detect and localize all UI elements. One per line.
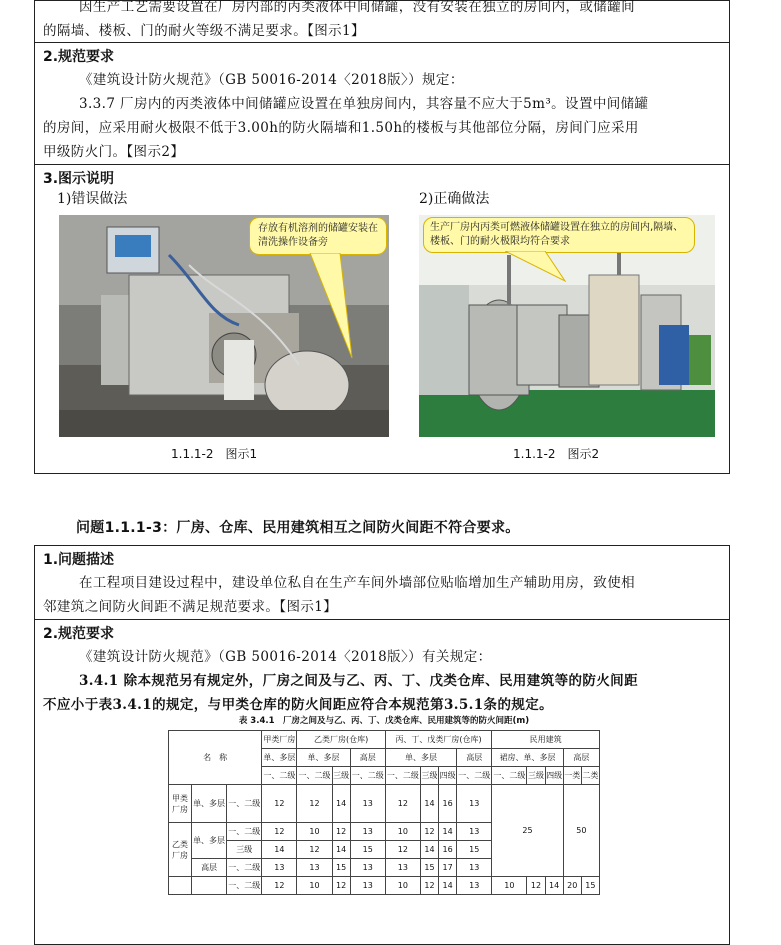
issue-heading: 1.问题描述 <box>43 552 115 568</box>
requirement-heading-2: 2.规范要求 <box>43 626 115 642</box>
question-title: 问题1.1.1-3：厂房、仓库、民用建筑相互之间防火间距不符合要求。 <box>76 520 520 536</box>
callout-pointer <box>300 253 360 363</box>
requirement-citation: 《建筑设计防火规范》（GB 50016-2014〈2018版〉）规定： <box>79 72 464 88</box>
issue-description: 因生产工艺需要设置在厂房内部的丙类液体中间储罐，没有安装在独立的房间内，或储罐间 的隔墙、楼板、门的耐火等级不满足要求。【图示1】 <box>35 0 729 43</box>
requirement-heading: 2.规范要求 <box>43 49 115 65</box>
figure-caption-2: 1.1.1-2 图示2 <box>513 447 600 461</box>
figure-section <box>35 165 729 469</box>
right-label: 2)正确做法 <box>419 191 490 207</box>
figure-caption-1: 1.1.1-2 图示1 <box>171 447 258 461</box>
figure-heading: 3.图示说明 <box>43 171 115 187</box>
section-box-1 <box>34 0 730 474</box>
callout-pointer-2 <box>505 251 585 291</box>
requirement-section: 2.规范要求 《建筑设计防火规范》（GB 50016-2014〈2018版〉）规定： 3.3.7 厂房内的丙类液体中间储罐应设置在单独房间内，其容量不应大于5m³。设置中间储罐 的房间，应采用耐火极限不低于3.00h的防火隔墙和1.50h的楼板与其他部位分隔，房间门应采用 甲级防火门。【图示2】 <box>35 43 729 165</box>
wrong-callout: 存放有机溶剂的储罐安装在清洗操作设备旁 <box>249 217 387 255</box>
requirement-section-2: 2.规范要求 《建筑设计防火规范》（GB 50016-2014〈2018版〉）有关规定： 3.4.1 除本规范另有规定外，厂房之间及与乙、丙、丁、戊类仓库、民用建筑等的防火间距 不应小于表3.4.1的规定，与甲类仓库的防火间距应符合本规范第3.5.1条的规定。 <box>35 620 729 721</box>
table-caption: 表 3.4.1 厂房之间及与乙、丙、丁、戊类仓库、民用建筑等的防火间距(m) <box>238 716 530 726</box>
fire-distance-table: 名 称 甲类厂房 乙类厂房(仓库) 丙、丁、戊类厂房(仓库) 民用建筑 单、多层 单、多层 高层 单、多层 高层 裙房、单、多层 高层 一、二级 一、二级 三级 一、二级 一、二级 三级 四级 一、二级 一、二级 三级 四级 一类 二类 甲类厂房 单、多层 一、二级 12 12 14 13 12 14 16 13 25 50 乙类厂房 单、多层 一、二级 12 10 12 13 10 12 14 13 三级 14 12 14 15 12 14 16 15 高层 一、二级 13 13 15 13 13 15 17 13 一、二级 12 10 12 13 10 12 14 13 10 12 14 20 15 <box>168 730 600 895</box>
issue-section: 1.问题描述 在工程项目建设过程中，建设单位私自在生产车间外墙部位贴临增加生产辅助用房，致使相 邻建筑之间防火间距不满足规范要求。【图示1】 <box>35 546 729 620</box>
wrong-label: 1)错误做法 <box>57 191 128 207</box>
right-callout: 生产厂房内丙类可燃液体储罐设置在独立的房间内,隔墙、楼板、门的耐火极限均符合要求 <box>423 217 695 253</box>
